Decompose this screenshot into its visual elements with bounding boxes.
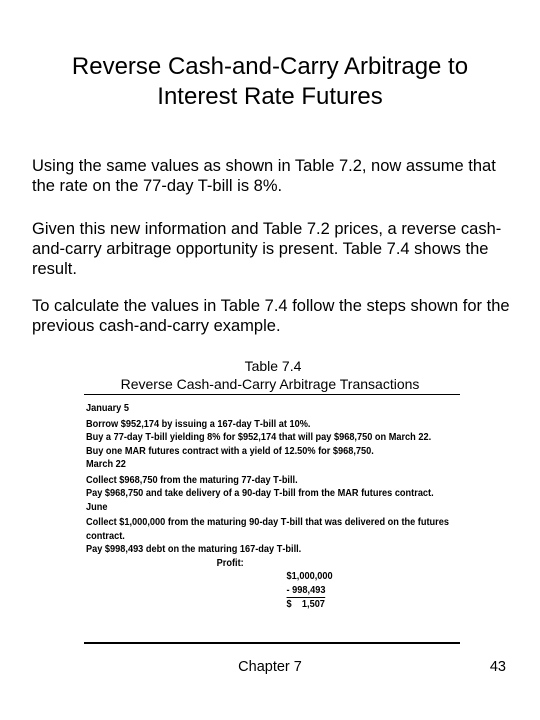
footer-chapter: Chapter 7 bbox=[238, 659, 302, 675]
table-subtitle: Reverse Cash‐and‐Carry Arbitrage Transactions bbox=[120, 376, 420, 392]
section-heading-june: June bbox=[86, 501, 108, 513]
paragraph-intro: Using the same values as shown in Table 7.2, now assume that the rate on the 77-day T-bill is 8%. bbox=[32, 157, 496, 195]
profit-label: Profit: bbox=[216, 557, 244, 569]
section-heading-january: January 5 bbox=[86, 403, 129, 414]
transaction-line: Pay $998,493 debt on the maturing 167‐day T‐bill. bbox=[86, 544, 302, 555]
transaction-line: Buy a 77‐day T‐bill yielding 8% for $952,174 that will pay $968,750 on March 22. bbox=[86, 432, 432, 443]
footer-page-number: 43 bbox=[489, 659, 506, 675]
transaction-line: Borrow $952,174 by issuing a 167‐day T‐bill at 10%. bbox=[86, 418, 311, 430]
section-heading-march: March 22 bbox=[86, 459, 126, 470]
table-top-rule bbox=[84, 394, 460, 395]
slide-title-line1: Reverse Cash-and-Carry Arbitrage to bbox=[71, 53, 469, 80]
profit-value-debt: ‐ 998,493 bbox=[287, 584, 326, 599]
profit-value-total: $ 1,507 bbox=[286, 599, 325, 610]
slide-title-line2: Interest Rate Futures bbox=[157, 83, 383, 110]
transaction-line: Pay $968,750 and take delivery of a 90‐day T‐bill from the MAR futures contract. bbox=[86, 488, 434, 499]
transaction-line: Collect $1,000,000 from the maturing 90‐day T‐bill that was delivered on the futures contract. bbox=[86, 517, 449, 542]
slide-title bbox=[20, 52, 520, 112]
transaction-line: Collect $968,750 from the maturing 77‐day T‐bill. bbox=[86, 474, 298, 486]
table-bottom-rule bbox=[84, 642, 460, 644]
transaction-line: Buy one MAR futures contract with a yield of 12.50% for $968,750. bbox=[86, 445, 374, 457]
profit-value-proceeds: $1,000,000 bbox=[286, 571, 333, 582]
paragraph-opportunity: Given this new information and Table 7.2 prices, a reverse cash-and-carry arbitrage opportunity is present. Table 7.4 shows the result. bbox=[32, 220, 502, 278]
table-title: Table 7.4 bbox=[244, 358, 302, 374]
table-body bbox=[86, 402, 449, 612]
paragraph-instructions: To calculate the values in Table 7.4 follow the steps shown for the previous cash-and-carry example. bbox=[32, 297, 510, 335]
